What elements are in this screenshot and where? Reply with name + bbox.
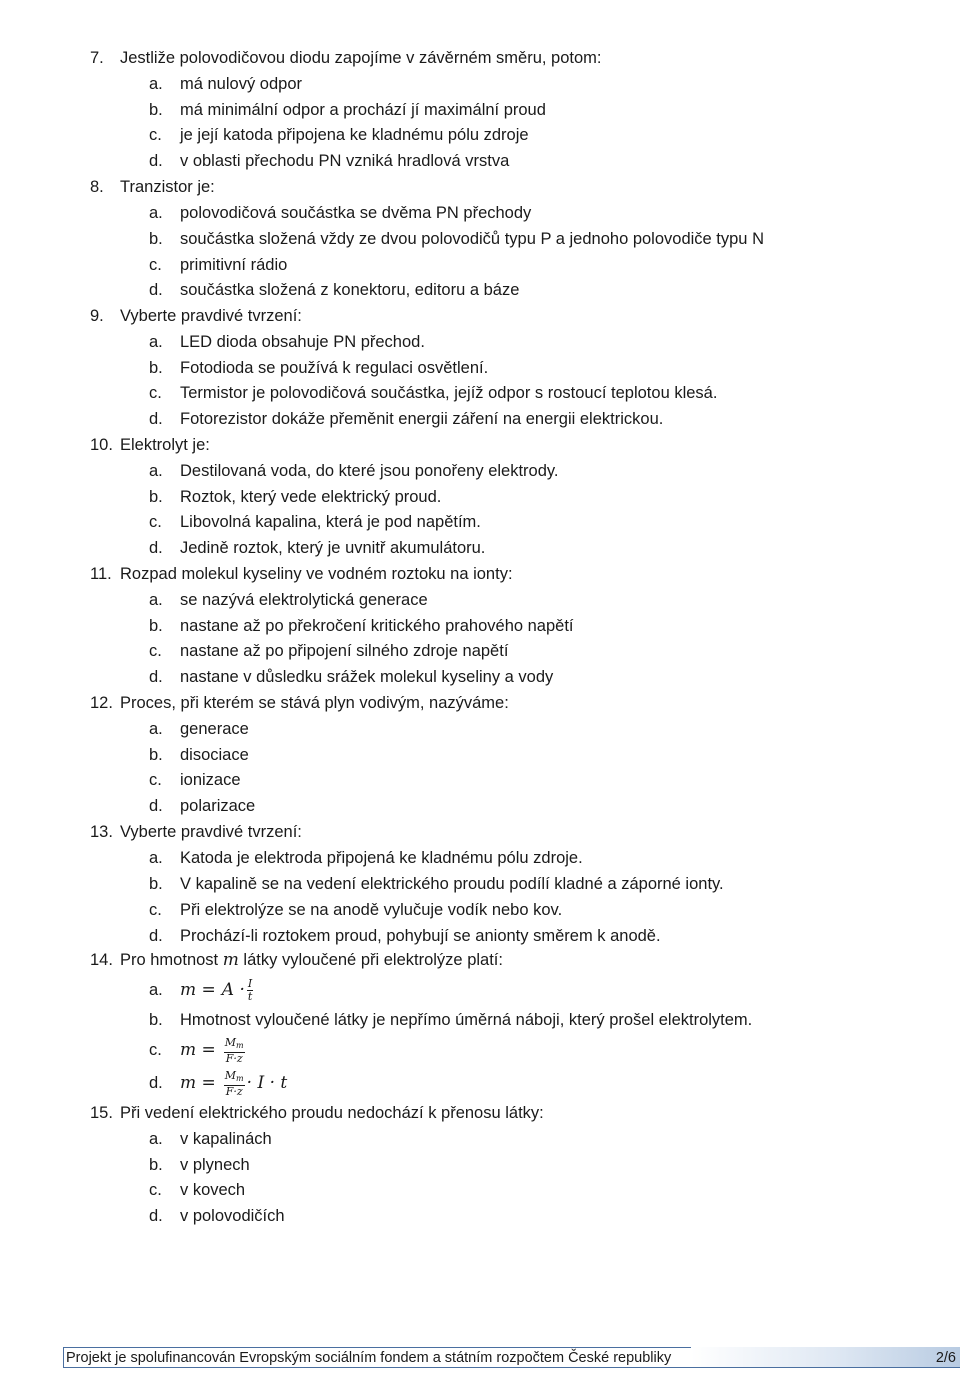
option-text: v oblasti přechodu PN vzniká hradlová vrstva (180, 152, 510, 170)
question-number: 11. (90, 565, 112, 583)
option-label: d. (149, 1074, 163, 1092)
footer-funding-text: Projekt je spolufinancován Evropským sociálním fondem a státním rozpočtem České republiky (66, 1350, 672, 1366)
question-text (120, 948, 503, 972)
option-label: a. (149, 591, 163, 609)
option-label: a. (149, 981, 163, 999)
option-text: Destilovaná voda, do které jsou ponořeny elektrody. (180, 462, 559, 480)
molar-mass-subscript: m (236, 1073, 244, 1083)
option-label: d. (149, 927, 163, 945)
fraction-numerator (224, 1037, 245, 1053)
option-text: nastane v důsledku srážek molekul kyseliny a vody (180, 668, 554, 686)
option-label: b. (149, 875, 163, 893)
option-text: má nulový odpor (180, 75, 302, 93)
option-text: se nazývá elektrolytická generace (180, 591, 428, 609)
question-text: Rozpad molekul kyseliny ve vodném roztoku na ionty: (120, 565, 513, 583)
option-text: Prochází-li roztokem proud, pohybují se anionty směrem k anodě. (180, 927, 661, 945)
question-text-after: látky vyloučené při elektrolýze platí: (238, 951, 503, 969)
option-label: c. (149, 901, 162, 919)
option-label: b. (149, 488, 163, 506)
footer-divider (63, 1347, 691, 1348)
fraction-denominator: F·z (225, 1084, 243, 1098)
page-footer (63, 1347, 960, 1368)
question-number: 13. (90, 823, 113, 841)
question-text: Vyberte pravdivé tvrzení: (120, 823, 302, 841)
fraction-denominator: t (247, 990, 253, 1004)
option-text: nastane až po připojení silného zdroje napětí (180, 642, 509, 660)
mass-variable: m (222, 950, 239, 970)
option-text: Libovolná kapalina, která je pod napětím. (180, 513, 481, 531)
option-label: b. (149, 617, 163, 635)
option-label: b. (149, 1011, 163, 1029)
question-number: 9. (90, 307, 104, 325)
option-label: d. (149, 539, 163, 557)
option-text: součástka složená vždy ze dvou polovodičů typu P a jednoho polovodiče typu N (180, 230, 764, 248)
option-text: nastane až po překročení kritického prahového napětí (180, 617, 574, 635)
option-label: c. (149, 384, 162, 402)
question-text: Proces, při kterém se stává plyn vodivým, nazýváme: (120, 694, 509, 712)
option-text: primitivní rádio (180, 256, 288, 274)
formula-lhs: m = (180, 980, 216, 1000)
option-text: Při elektrolýze se na anodě vylučuje vodík nebo kov. (180, 901, 563, 919)
option-label: a. (149, 720, 163, 738)
question-number: 12. (90, 694, 113, 712)
question-number: 10. (90, 436, 113, 454)
option-text: V kapalině se na vedení elektrického proudu podílí kladné a záporné ionty. (180, 875, 724, 893)
option-text: Roztok, který vede elektrický proud. (180, 488, 442, 506)
formula-14d (180, 1067, 287, 1099)
option-text: polarizace (180, 797, 256, 815)
option-label: c. (149, 1041, 162, 1059)
molar-mass-subscript: m (236, 1040, 244, 1050)
option-label: d. (149, 1207, 163, 1225)
formula-factor: A · (221, 980, 245, 1000)
option-label: d. (149, 797, 163, 815)
option-text: Hmotnost vyloučené látky je nepřímo úměrná náboji, který prošel elektrolytem. (180, 1011, 753, 1029)
option-label: d. (149, 152, 163, 170)
option-text: je její katoda připojena ke kladnému pólu zdroje (180, 126, 529, 144)
option-label: c. (149, 256, 162, 274)
fraction-numerator (224, 1070, 245, 1086)
question-text: Tranzistor je: (120, 178, 215, 196)
option-label: b. (149, 359, 163, 377)
question-text: Vyberte pravdivé tvrzení: (120, 307, 302, 325)
option-text: LED dioda obsahuje PN přechod. (180, 333, 425, 351)
option-text: Fotodioda se používá k regulaci osvětlení. (180, 359, 489, 377)
formula-lhs: m = (180, 1040, 216, 1060)
formula-lhs: m = (180, 1073, 216, 1093)
formula-14c (180, 1034, 247, 1066)
option-label: c. (149, 513, 162, 531)
question-number: 8. (90, 178, 104, 196)
molar-mass-symbol: M (224, 1035, 237, 1049)
option-label: c. (149, 771, 162, 789)
option-label: c. (149, 126, 162, 144)
formula-fraction (224, 1037, 245, 1065)
formula-fraction (224, 1070, 245, 1098)
option-text: Jedině roztok, který je uvnitř akumulátoru. (180, 539, 486, 557)
option-label: d. (149, 410, 163, 428)
formula-tail: · I · t (246, 1073, 288, 1093)
molar-mass-symbol: M (224, 1068, 237, 1082)
fraction-denominator: F·z (225, 1051, 243, 1065)
option-text: Termistor je polovodičová součástka, jejíž odpor s rostoucí teplotou klesá. (180, 384, 718, 402)
option-text: součástka složená z konektoru, editoru a báze (180, 281, 520, 299)
option-label: c. (149, 642, 162, 660)
footer-left-border (63, 1347, 64, 1368)
option-text: v polovodičích (180, 1207, 285, 1225)
formula-14a (180, 974, 255, 1006)
option-text: disociace (180, 746, 249, 764)
option-label: d. (149, 668, 163, 686)
option-text: má minimální odpor a prochází jí maximální proud (180, 101, 546, 119)
option-text: polovodičová součástka se dvěma PN přechody (180, 204, 532, 222)
option-label: a. (149, 849, 163, 867)
option-text: v kapalinách (180, 1130, 272, 1148)
option-text: v plynech (180, 1156, 250, 1174)
option-text: ionizace (180, 771, 241, 789)
option-label: d. (149, 281, 163, 299)
question-number: 7. (90, 49, 104, 67)
option-label: b. (149, 101, 163, 119)
question-text-before: Pro hmotnost (120, 951, 223, 969)
question-number: 15. (90, 1104, 113, 1122)
option-text: Katoda je elektroda připojená ke kladnému pólu zdroje. (180, 849, 583, 867)
option-text: Fotorezistor dokáže přeměnit energii záření na energii elektrickou. (180, 410, 664, 428)
option-text: v kovech (180, 1181, 246, 1199)
option-label: b. (149, 230, 163, 248)
option-label: a. (149, 462, 163, 480)
question-text: Při vedení elektrického proudu nedochází k přenosu látky: (120, 1104, 544, 1122)
formula-fraction (247, 978, 253, 1003)
page-number: 2/6 (935, 1350, 956, 1366)
option-label: b. (149, 746, 163, 764)
question-number: 14. (90, 951, 113, 969)
footer-bottom-border (63, 1367, 960, 1368)
option-label: b. (149, 1156, 163, 1174)
option-label: a. (149, 1130, 163, 1148)
option-label: c. (149, 1181, 162, 1199)
question-text: Elektrolyt je: (120, 436, 210, 454)
option-label: a. (149, 75, 163, 93)
option-label: a. (149, 333, 163, 351)
option-text: generace (180, 720, 249, 738)
option-label: a. (149, 204, 163, 222)
fraction-numerator: I (247, 977, 253, 991)
question-text: Jestliže polovodičovou diodu zapojíme v závěrném směru, potom: (120, 49, 602, 67)
